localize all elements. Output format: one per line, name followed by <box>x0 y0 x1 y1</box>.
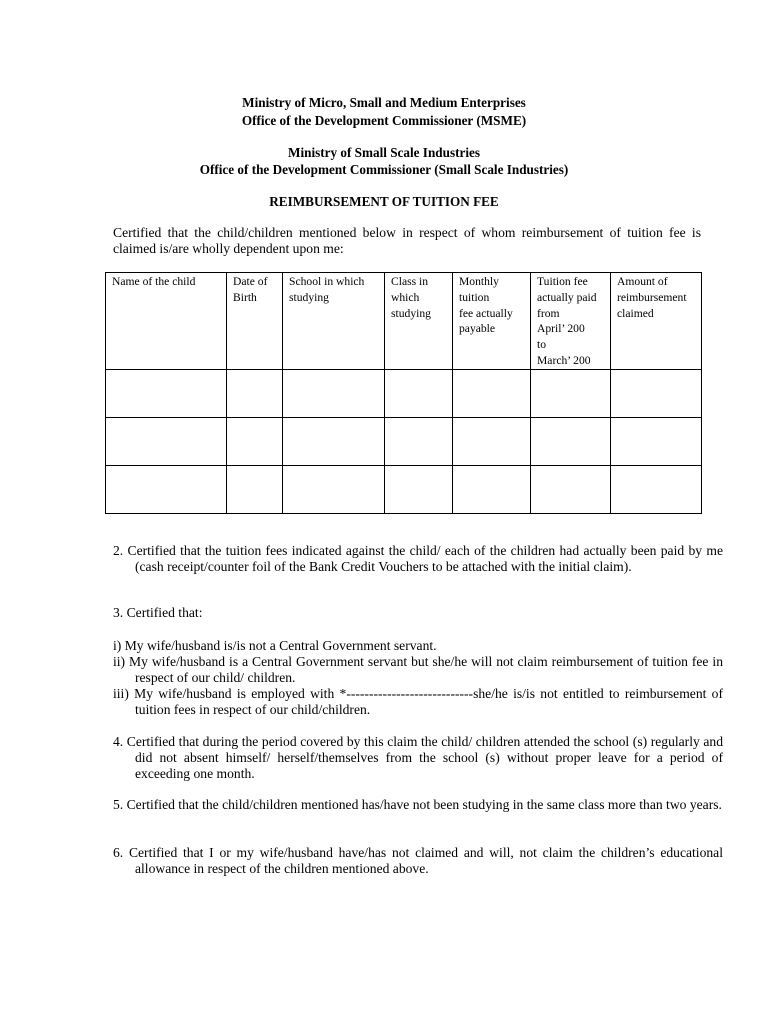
table-cell[interactable] <box>611 417 702 465</box>
certification-paragraph-5: 5. Certified that the child/children mentioned has/have not been studying in the same class more than two years. <box>113 797 722 812</box>
header-cell-monthly-fee: Monthly tuition fee actually payable <box>453 273 531 370</box>
table-cell[interactable] <box>106 417 227 465</box>
table-cell[interactable] <box>227 417 283 465</box>
certification-paragraph-6: 6. Certified that I or my wife/husband have/has not claimed and will, not claim the children’s educational allowance in respect of the children mentioned above. <box>113 845 723 876</box>
certification-item-i: i) My wife/husband is/is not a Central Government servant. <box>113 638 437 653</box>
ministry-msme-heading: Ministry of Micro, Small and Medium Enterprises <box>242 95 526 110</box>
ministry-ssi-heading: Ministry of Small Scale Industries <box>288 145 480 160</box>
office-msme-heading: Office of the Development Commissioner (MSME) <box>241 113 527 128</box>
header-cell-name: Name of the child <box>106 273 227 370</box>
table-cell[interactable] <box>227 369 283 417</box>
document-title: REIMBURSEMENT OF TUITION FEE <box>269 194 499 209</box>
table-cell[interactable] <box>283 369 385 417</box>
table-cell[interactable] <box>106 465 227 513</box>
table-cell[interactable] <box>531 369 611 417</box>
certification-paragraph-3: 3. Certified that: <box>113 605 203 620</box>
header-cell-class: Class in which studying <box>385 273 453 370</box>
table-cell[interactable] <box>453 417 531 465</box>
tuition-fee-table <box>105 272 702 514</box>
table-cell[interactable] <box>227 465 283 513</box>
table-row <box>106 465 702 513</box>
certification-item-ii: ii) My wife/husband is a Central Government servant but she/he will not claim reimbursement of tuition fee in respect of our child/ children. <box>113 654 723 685</box>
table-cell[interactable] <box>283 417 385 465</box>
table-cell[interactable] <box>385 417 453 465</box>
table-cell[interactable] <box>385 465 453 513</box>
table-cell[interactable] <box>611 369 702 417</box>
office-ssi-heading: Office of the Development Commissioner (Small Scale Industries) <box>199 162 569 177</box>
header-cell-fee-paid: Tuition fee actually paid from April’ 200 to March’ 200 <box>531 273 611 370</box>
intro-paragraph: Certified that the child/children mentioned below in respect of whom reimbursement of tuition fee is claimed is/are wholly dependent upon me: <box>113 225 701 256</box>
table-row <box>106 417 702 465</box>
header-cell-reimbursement: Amount of reimbursement claimed <box>611 273 702 370</box>
table-cell[interactable] <box>106 369 227 417</box>
table-cell[interactable] <box>283 465 385 513</box>
certification-paragraph-4: 4. Certified that during the period covered by this claim the child/ children attended the school (s) regularly and did not absent himself/ herself/themselves from the school (s) without proper leave for a period of exceeding one month. <box>113 734 723 781</box>
table-header-row <box>106 273 702 370</box>
table-cell[interactable] <box>453 369 531 417</box>
header-cell-school: School in which studying <box>283 273 385 370</box>
table-cell[interactable] <box>385 369 453 417</box>
table-cell[interactable] <box>453 465 531 513</box>
header-cell-dob: Date of Birth <box>227 273 283 370</box>
certification-item-iii: iii) My wife/husband is employed with *----------------------------she/he is/is not entitled to reimbursement of tuition fees in respect of our child/children. <box>113 686 723 717</box>
table-cell[interactable] <box>531 417 611 465</box>
table-cell[interactable] <box>531 465 611 513</box>
certification-paragraph-2: 2. Certified that the tuition fees indicated against the child/ each of the children had actually been paid by me (cash receipt/counter foil of the Bank Credit Vouchers to be attached with the initial claim). <box>113 543 723 574</box>
table-row <box>106 369 702 417</box>
table-cell[interactable] <box>611 465 702 513</box>
